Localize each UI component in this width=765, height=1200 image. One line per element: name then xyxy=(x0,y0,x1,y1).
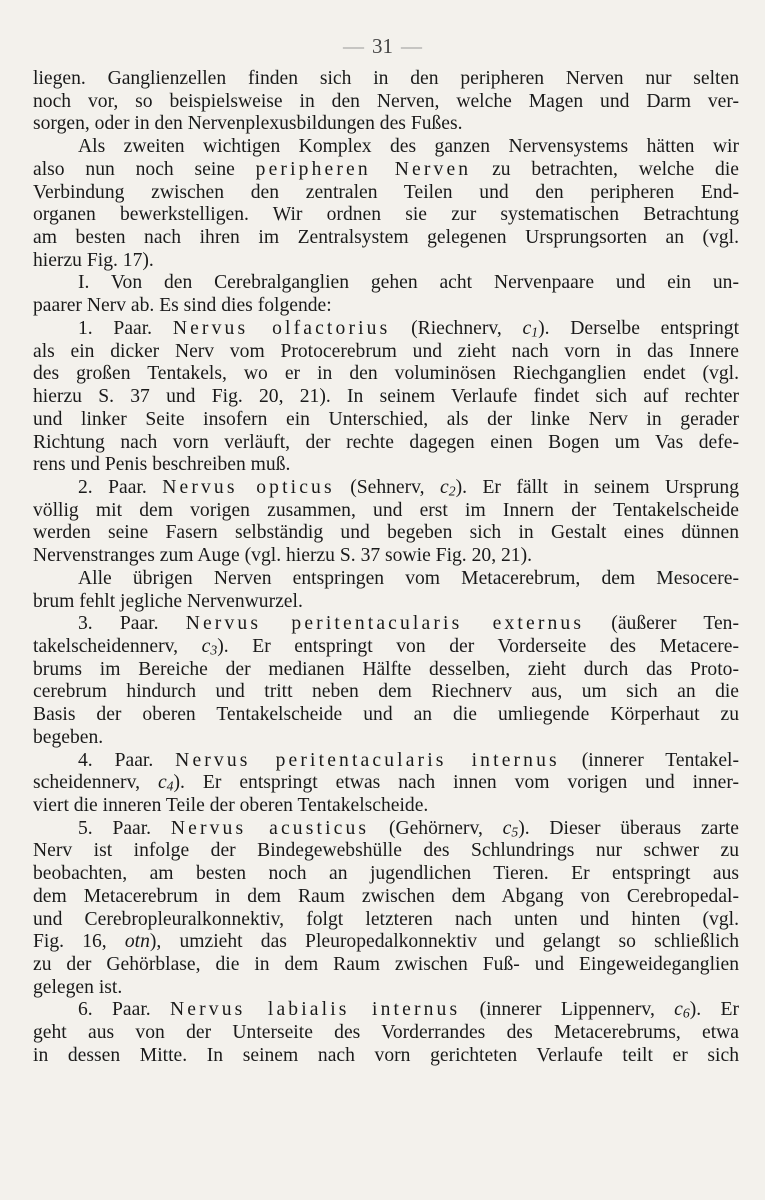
text-segment: hierzu S. 37 und Fig. 20, 21). In seinem Verlaufe findet sich auf rechter xyxy=(33,386,739,408)
text-segment: also nun noch seine xyxy=(33,158,256,180)
text-segment: viert die inneren Teile der oberen Tentakelscheide. xyxy=(33,795,429,816)
text-line xyxy=(33,772,739,795)
text-segment: (Gehörnerv, xyxy=(369,817,503,839)
text-segment: am besten nach ihren im Zentralsystem gelegenen Ursprungsorten an (vgl. xyxy=(33,227,739,249)
text-line xyxy=(33,477,739,500)
text-line xyxy=(33,136,739,159)
text-segment: zu betrachten, welche die xyxy=(471,158,739,180)
text-segment: 4. Paar. xyxy=(78,749,176,771)
text-line xyxy=(33,182,739,205)
text-line xyxy=(33,613,739,636)
text-line xyxy=(33,522,739,545)
text-segment: organen bewerkstelligen. Wir ordnen sie zur systematischen Betrachtung xyxy=(33,204,739,226)
text-line xyxy=(33,341,739,364)
text-line xyxy=(33,727,739,750)
text-segment: cerebrum hindurch und tritt neben dem Riechnerv aus, um sich an die xyxy=(33,681,739,703)
body-text xyxy=(33,68,739,1068)
text-segment: brum fehlt jegliche Nervenwurzel. xyxy=(33,590,303,612)
text-segment: Fig. 16, xyxy=(33,931,125,953)
nerve-name: Nervus acusticus xyxy=(170,817,370,839)
text-segment: geht aus von der Unterseite des Vorderrandes des Metacerebrums, etwa xyxy=(33,1022,739,1044)
text-segment: und Cerebropleuralkonnektiv, folgt letzteren nach unten und hinten (vgl. xyxy=(33,908,739,930)
symbol: c xyxy=(157,772,167,794)
nerve-name: Nervus labialis internus xyxy=(170,999,461,1021)
nerve-name: Nervus peritentacularis internus xyxy=(175,749,560,771)
text-segment: (Sehnerv, xyxy=(334,476,441,498)
text-segment: Richtung nach vorn verläuft, der rechte dagegen einen Bogen um Vas defe- xyxy=(33,431,739,453)
text-segment: ), umzieht das Pleuropedalkonnektiv und gelangt so schließlich xyxy=(149,931,740,953)
page-number xyxy=(0,34,765,59)
text-line xyxy=(33,954,739,977)
text-segment: (innerer Lippennerv, xyxy=(460,999,675,1021)
text-segment: als ein dicker Nerv vom Protocerebrum und zieht nach vorn in das Innere xyxy=(33,340,739,362)
symbol: c xyxy=(522,317,532,339)
text-line xyxy=(33,363,739,386)
text-segment: beobachten, am besten noch an jugendlichen Tieren. Er entspringt aus xyxy=(33,863,739,885)
text-segment: Basis der oberen Tentakelscheide und an die umliegende Körperhaut zu xyxy=(33,704,739,726)
text-line xyxy=(33,840,739,863)
text-line xyxy=(33,295,739,318)
text-segment: werden seine Fasern selbständig und begeben sich in Gestalt eines dünnen xyxy=(33,522,739,544)
text-segment: und linker Seite insofern ein Unterschied, als der linke Nerv in gerader xyxy=(33,408,739,430)
subscript: 6 xyxy=(682,1006,690,1022)
text-line xyxy=(33,1022,739,1045)
text-segment: takelscheidennerv, xyxy=(33,635,202,657)
text-segment: 5. Paar. xyxy=(78,817,171,839)
text-line xyxy=(33,886,739,909)
text-line xyxy=(33,545,739,568)
text-line xyxy=(33,568,739,591)
text-line xyxy=(33,204,739,227)
symbol: otn xyxy=(124,931,150,953)
text-line xyxy=(33,977,739,1000)
page-number-dash-right: — xyxy=(401,34,422,58)
nerve-name: Nervus peritentacularis externus xyxy=(185,613,585,635)
text-segment: (Riechnerv, xyxy=(390,317,523,339)
text-line xyxy=(33,591,739,614)
symbol: c xyxy=(201,635,211,657)
text-segment: ). Er xyxy=(689,999,739,1021)
symbol: c xyxy=(674,999,683,1021)
text-segment: Verbindung zwischen den zentralen Teilen und den peripheren End- xyxy=(33,181,739,203)
nerve-name: peripheren Nerven xyxy=(255,158,472,180)
text-line xyxy=(33,999,739,1022)
text-line xyxy=(33,931,739,954)
text-line xyxy=(33,750,739,773)
text-segment: 2. Paar. xyxy=(78,476,163,498)
text-segment: völlig mit dem vorigen zusammen, und erst im Innern der Tentakelscheide xyxy=(33,499,739,521)
text-segment: I. Von den Cerebralganglien gehen acht Nervenpaare und ein un- xyxy=(78,272,739,294)
text-line xyxy=(33,250,739,273)
text-segment: Nervenstranges zum Auge (vgl. hierzu S. 37 sowie Fig. 20, 21). xyxy=(33,545,533,567)
text-line xyxy=(33,500,739,523)
text-line xyxy=(33,659,739,682)
nerve-name: Nervus opticus xyxy=(162,476,335,498)
text-segment: scheidennerv, xyxy=(33,772,158,794)
subscript: 4 xyxy=(166,779,174,795)
text-line xyxy=(33,68,739,91)
text-segment: Alle übrigen Nerven entspringen vom Metacerebrum, dem Mesocere- xyxy=(78,567,739,589)
text-segment: 1. Paar. xyxy=(78,317,173,339)
text-line xyxy=(33,409,739,432)
nerve-name: Nervus olfactorius xyxy=(172,317,391,339)
text-segment: ). Er entspringt von der Vorderseite des Metacere- xyxy=(217,635,740,657)
text-segment: dem Metacerebrum in dem Raum zwischen dem Abgang von Cerebropedal- xyxy=(33,885,739,907)
subscript: 5 xyxy=(511,824,519,840)
text-line xyxy=(33,909,739,932)
text-segment: paarer Nerv ab. Es sind dies folgende: xyxy=(33,295,332,317)
text-line xyxy=(33,681,739,704)
text-segment: ). Er fällt in seinem Ursprung xyxy=(455,476,740,498)
text-line xyxy=(33,227,739,250)
text-segment: ). Dieser überaus zarte xyxy=(518,817,739,839)
text-line xyxy=(33,272,739,295)
text-line xyxy=(33,91,739,114)
symbol: c xyxy=(502,817,512,839)
text-line xyxy=(33,863,739,886)
text-segment: Nerv ist infolge der Bindegewebshülle des Schlundrings nur schwer zu xyxy=(33,840,739,862)
symbol: c xyxy=(440,476,449,498)
text-segment: (innerer Tentakel- xyxy=(559,749,739,771)
text-line xyxy=(33,432,739,455)
text-segment: gelegen ist. xyxy=(33,976,123,998)
text-segment: ). Derselbe entspringt xyxy=(538,317,740,339)
text-segment: liegen. Ganglienzellen finden sich in den peripheren Nerven nur selten xyxy=(33,68,739,89)
text-segment: 3. Paar. xyxy=(78,613,186,635)
page-number-value: 31 xyxy=(372,34,393,58)
text-segment: Als zweiten wichtigen Komplex des ganzen Nervensystems hätten wir xyxy=(78,136,739,158)
text-line xyxy=(33,454,739,477)
text-line xyxy=(33,386,739,409)
subscript: 2 xyxy=(448,483,456,499)
text-line xyxy=(33,113,739,136)
subscript: 1 xyxy=(531,324,539,340)
text-segment: ). Er entspringt etwas nach innen vom vorigen und inner- xyxy=(173,772,740,794)
text-line xyxy=(33,318,739,341)
text-segment: zu der Gehörblase, die in dem Raum zwischen Fuß- und Eingeweideganglien xyxy=(33,954,739,976)
text-segment: in dessen Mitte. In seinem nach vorn gerichteten Verlaufe teilt er sich xyxy=(33,1044,739,1066)
text-segment: sorgen, oder in den Nervenplexusbildungen des Fußes. xyxy=(33,113,463,135)
subscript: 3 xyxy=(210,642,218,658)
text-line xyxy=(33,159,739,182)
text-segment: noch vor, so beispielsweise in den Nerven, welche Magen und Darm ver- xyxy=(33,90,739,112)
page-number-dash-left: — xyxy=(343,34,364,58)
text-segment: begeben. xyxy=(33,726,104,748)
text-segment: brums im Bereiche der medianen Hälfte desselben, zieht durch das Proto- xyxy=(33,658,739,680)
text-line xyxy=(33,818,739,841)
text-segment: rens und Penis beschreiben muß. xyxy=(33,454,291,476)
text-segment: des großen Tentakels, wo er in den voluminösen Riechganglien endet (vgl. xyxy=(33,363,739,385)
text-line xyxy=(33,636,739,659)
text-line xyxy=(33,704,739,727)
text-segment: (äußerer Ten- xyxy=(584,613,739,635)
text-line xyxy=(33,1045,739,1068)
text-segment: hierzu Fig. 17). xyxy=(33,249,154,271)
text-segment: 6. Paar. xyxy=(78,999,170,1021)
text-line xyxy=(33,795,739,818)
